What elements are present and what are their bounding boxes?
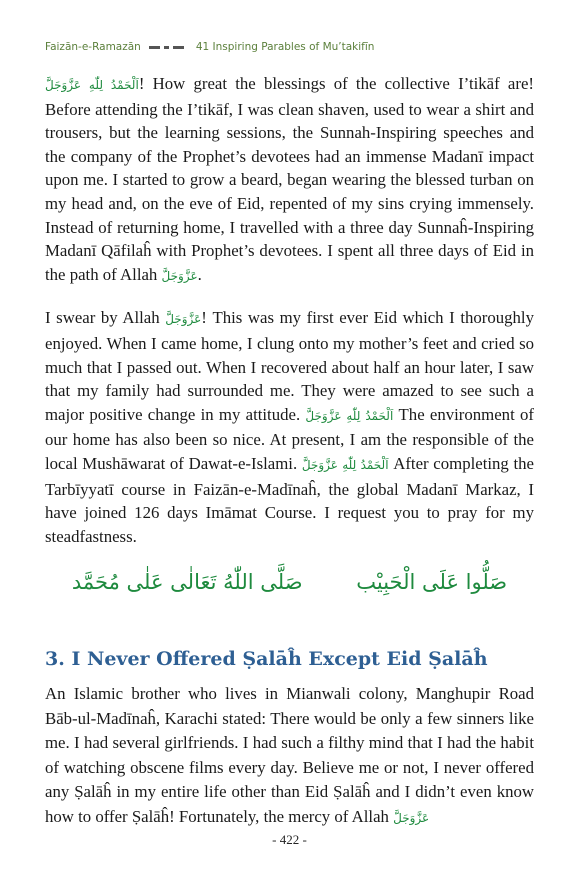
arabic-honorific: عَزَّوَجَلَّ [393, 810, 430, 825]
paragraph-2: I swear by Allah عَزَّوَجَلَّ! This was my first ever Eid which I thoroughly enjoyed. When I came home, I clung onto my mother’s feet and cried so much that I passed out. When I recovered about half an hour later, I saw that my family had surrounded me. They were amazed to see such a major positive change in my attitude. اَلْحَمْدُ لِلّٰهِ عَزَّوَجَلَّ The environment of our home has also been so nice. At present, I am the responsible of the local Mushāwarat of Dawat-e-Islami. اَلْحَمْدُ لِلّٰهِ عَزَّوَجَلَّ After completing the Tarbīyyatī course in Faizān-e-Madīnaĥ, the global Madanī Markaz, I have joined 126 days Imāmat Course. I request you to pray for my steadfastness. [45, 308, 534, 546]
arabic-honorific: عَزَّوَجَلَّ [161, 268, 198, 283]
arabic-invocation: اَلْحَمْدُ لِلّٰهِ عَزَّوَجَلَّ [301, 457, 389, 472]
arabic-invocation: اَلْحَمْدُ لِلّٰهِ عَزَّوَجَلَّ [305, 408, 394, 423]
arabic-invocation: اَلْحَمْدُ لِلّٰهِ عَزَّوَجَلَّ [45, 78, 139, 92]
section-heading: 3. I Never Offered Ṣalāĥ Except Eid Ṣalāĥ [45, 648, 488, 670]
salutation-right: صَلُّوا عَلَى الْحَبِيْب [356, 570, 508, 594]
arabic-honorific: عَزَّوَجَلَّ [165, 312, 202, 327]
section-text: An Islamic brother who lives in Mianwali colony, Manghupir Road Bāb-ul-Madīnaĥ, Karachi stated: There would be only a few sinners like me. I had several girlfriends. I had such a filthy mind that I had the habit of watching obscene films every day. Believe me or not, I never offered any Ṣalāĥ in my entire life other than Eid Ṣalāĥ and I didn’t even know how to offer Ṣalāĥ! Fortunately, the mercy of Allah عَزَّوَجَلَّ [45, 684, 534, 826]
salutation-left: صَلَّى اللّٰهُ تَعَالٰى عَلٰى مُحَمَّد [71, 570, 303, 594]
salutation-row [45, 570, 534, 594]
header-divider [149, 46, 188, 49]
paragraph-1: اَلْحَمْدُ لِلّٰهِ عَزَّوَجَلَّ! How great the blessings of the collective I’tikāf are! Before attending the I’tikāf, I was clean shaven, used to wear a shirt and trousers, but the learning sessions, the Sunnah-Inspiring speeches and the company of the Prophet’s devotees had an immense Madanī impact upon me. I started to grow a beard, began wearing the blessed turban on my head and, on the eve of Eid, repented of my sins crying immensely. Instead of returning home, I travelled with a three day Sunnaĥ-Inspiring Madanī Qāfilaĥ with Prophet’s devotees. I spent all three days of Eid in the path of Allah عَزَّوَجَلَّ. [45, 74, 535, 284]
page-number: - 422 - [272, 832, 307, 847]
running-header [45, 39, 374, 55]
book-title: Faizān-e-Ramazān [45, 41, 141, 53]
main-text [45, 72, 534, 566]
chapter-title: 41 Inspiring Parables of Mu’takifīn [195, 41, 375, 53]
